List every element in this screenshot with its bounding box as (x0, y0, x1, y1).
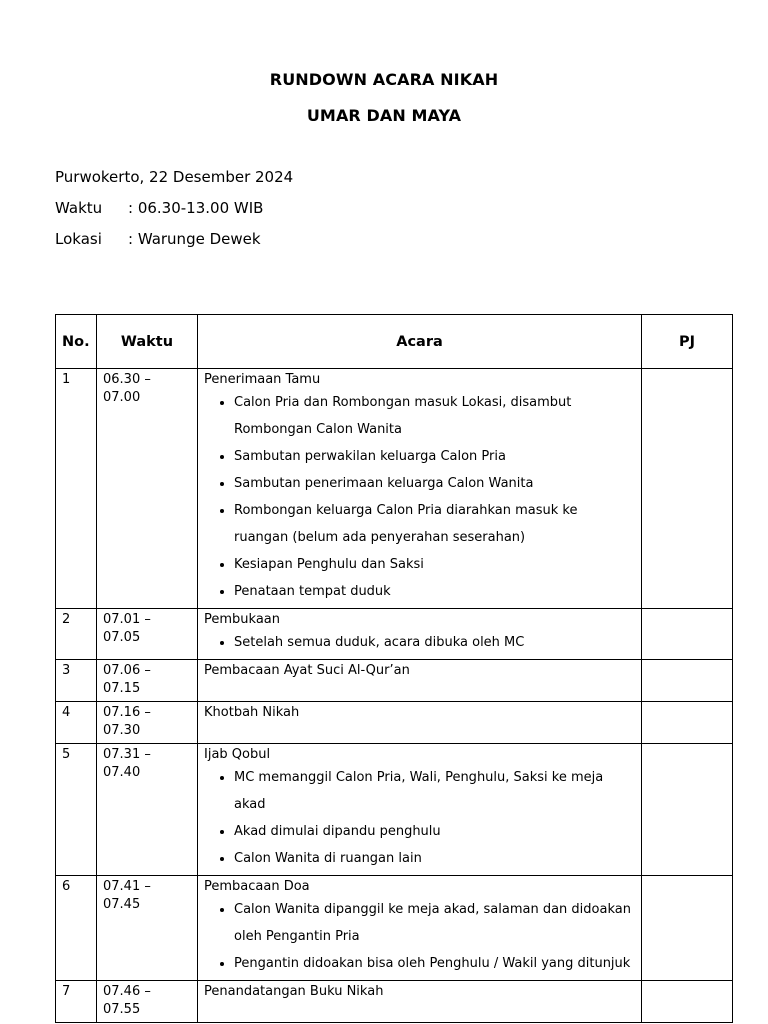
header-waktu: Waktu (97, 315, 198, 369)
row-number: 6 (56, 876, 97, 981)
row-time: 07.01 – 07.05 (97, 609, 198, 660)
event-title: Pembacaan Ayat Suci Al-Qur’an (204, 663, 410, 678)
table-row (56, 744, 733, 876)
row-number: 3 (56, 660, 97, 702)
row-number: 7 (56, 981, 97, 1023)
header-no: No. (56, 315, 97, 369)
event-detail-item: • Sambutan penerimaan keluarga Calon Wanita (234, 470, 635, 497)
row-event (198, 876, 642, 981)
header-pj: PJ (642, 315, 733, 369)
row-time: 07.16 – 07.30 (97, 702, 198, 744)
row-pic (642, 702, 733, 744)
event-detail-item: • MC memanggil Calon Pria, Wali, Penghulu, Saksi ke meja akad (234, 764, 635, 818)
event-detail-item: • Kesiapan Penghulu dan Saksi (234, 551, 635, 578)
row-number: 1 (56, 369, 97, 609)
header-acara: Acara (198, 315, 642, 369)
event-detail-list (204, 629, 635, 656)
event-detail-item: • Penataan tempat duduk (234, 578, 635, 605)
event-detail-list (204, 389, 635, 605)
row-number: 2 (56, 609, 97, 660)
event-detail-item: • Pengantin didoakan bisa oleh Penghulu / Wakil yang ditunjuk (234, 950, 635, 977)
table-row (56, 876, 733, 981)
event-title: Pembacaan Doa (204, 879, 310, 894)
table-row (56, 981, 733, 1023)
time-info (55, 199, 263, 217)
row-event (198, 744, 642, 876)
document-title: RUNDOWN ACARA NIKAH (269, 70, 499, 89)
event-detail-list (204, 896, 635, 977)
row-time: 07.31 – 07.40 (97, 744, 198, 876)
location-value: : Warunge Dewek (128, 230, 261, 248)
event-detail-item: • Calon Wanita di ruangan lain (234, 845, 635, 872)
event-title: Khotbah Nikah (204, 705, 300, 720)
row-event (198, 660, 642, 702)
event-detail-list (204, 764, 635, 872)
event-title: Penerimaan Tamu (204, 372, 321, 387)
event-detail-item: • Sambutan perwakilan keluarga Calon Pria (234, 443, 635, 470)
location-info (55, 230, 261, 248)
table-body (56, 369, 733, 1023)
row-pic (642, 876, 733, 981)
row-pic (642, 981, 733, 1023)
row-number: 4 (56, 702, 97, 744)
row-number: 5 (56, 744, 97, 876)
row-time: 06.30 – 07.00 (97, 369, 198, 609)
event-title: Penandatangan Buku Nikah (204, 984, 384, 999)
table-row (56, 609, 733, 660)
row-time: 07.46 – 07.55 (97, 981, 198, 1023)
event-detail-item: • Calon Wanita dipanggil ke meja akad, salaman dan didoakan oleh Pengantin Pria (234, 896, 635, 950)
row-time: 07.06 – 07.15 (97, 660, 198, 702)
event-title: Ijab Qobul (204, 747, 271, 762)
row-event (198, 609, 642, 660)
time-value: : 06.30-13.00 WIB (128, 199, 264, 217)
table-row (56, 369, 733, 609)
table-row (56, 702, 733, 744)
time-label: Waktu (55, 199, 103, 217)
row-event (198, 369, 642, 609)
event-title: Pembukaan (204, 612, 281, 627)
row-event (198, 981, 642, 1023)
row-pic (642, 369, 733, 609)
place-date: Purwokerto, 22 Desember 2024 (55, 168, 294, 186)
rundown-table (55, 314, 733, 1023)
location-label: Lokasi (55, 230, 102, 248)
row-pic (642, 609, 733, 660)
event-detail-item: • Akad dimulai dipandu penghulu (234, 818, 635, 845)
event-detail-item: • Setelah semua duduk, acara dibuka oleh MC (234, 629, 635, 656)
document-subtitle: UMAR DAN MAYA (306, 106, 462, 125)
event-detail-item: • Rombongan keluarga Calon Pria diarahkan masuk ke ruangan (belum ada penyerahan seserahan) (234, 497, 635, 551)
row-event (198, 702, 642, 744)
row-time: 07.41 – 07.45 (97, 876, 198, 981)
row-pic (642, 660, 733, 702)
table-row (56, 660, 733, 702)
table-header-row (56, 315, 733, 369)
row-pic (642, 744, 733, 876)
event-detail-item: • Calon Pria dan Rombongan masuk Lokasi, disambut Rombongan Calon Wanita (234, 389, 635, 443)
